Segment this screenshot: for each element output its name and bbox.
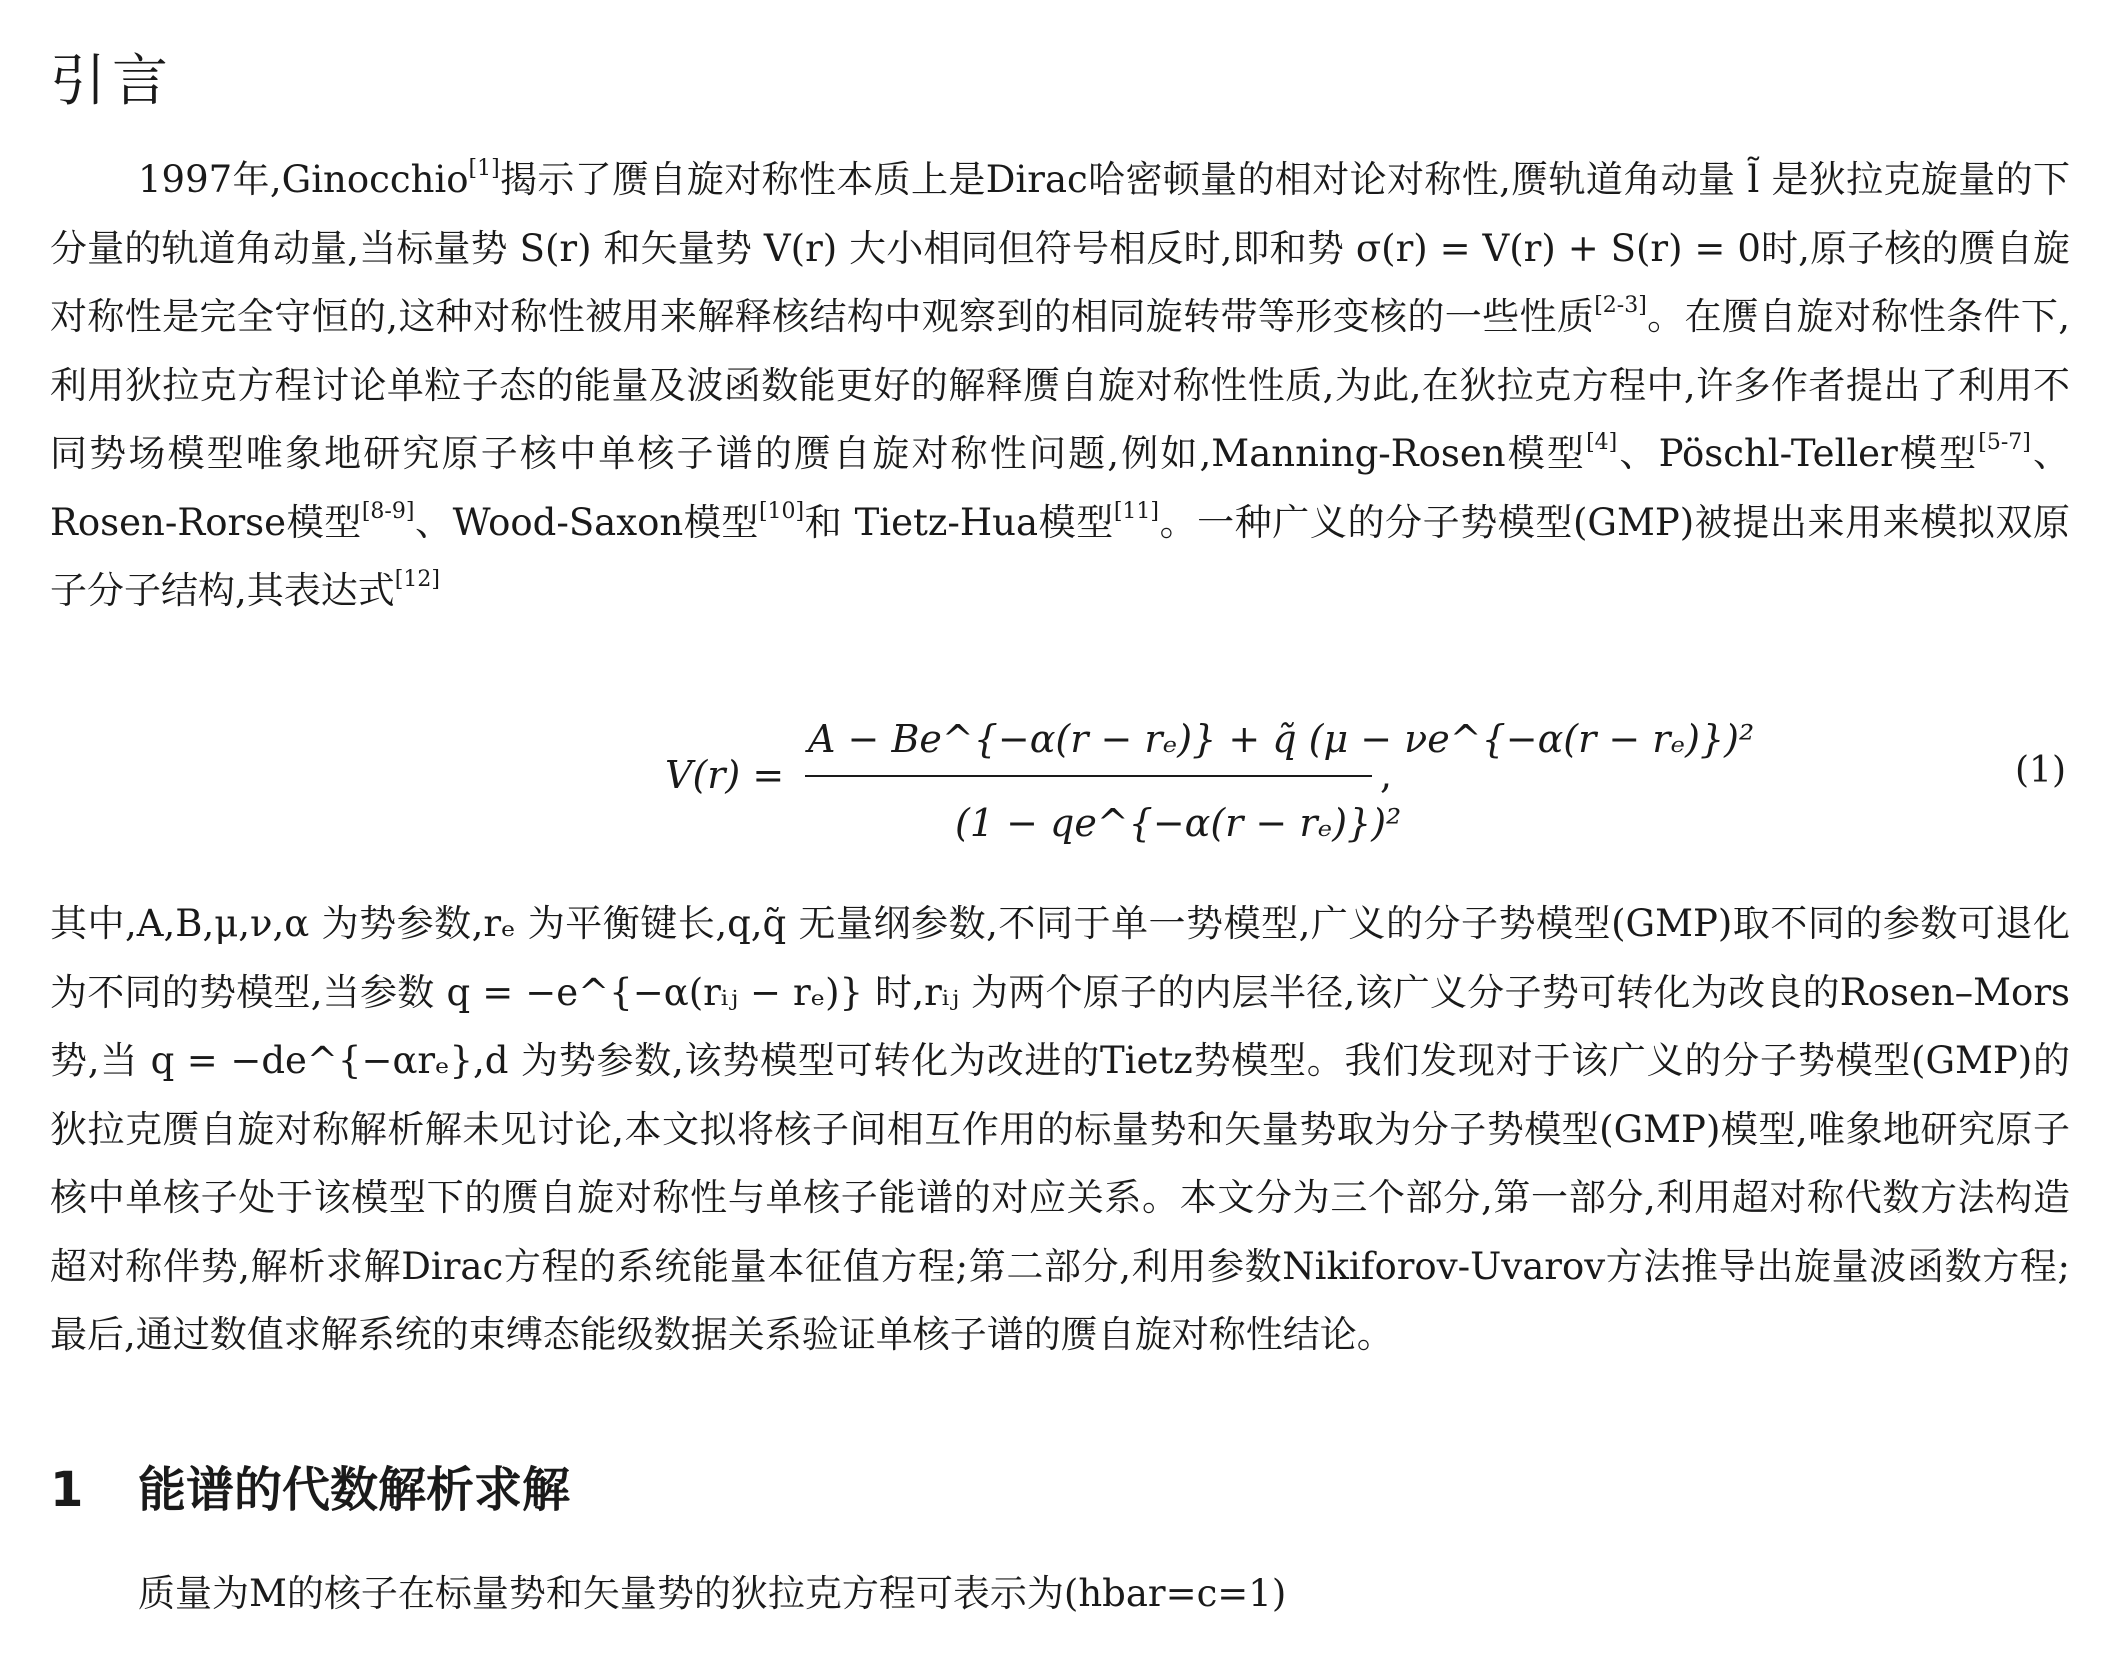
citation-ref[interactable]: [1] bbox=[468, 156, 500, 181]
equation-1 bbox=[0, 670, 2116, 890]
intro-text-8: 。一种广义的分子势模型(GMP)被提出来用来模拟双原子分子结构,其表达式 bbox=[50, 500, 2070, 612]
equation-denominator: (1 − qe^{−α(r − rₑ)})² bbox=[955, 801, 1402, 845]
intro-text-7: 和 Tietz-Hua模型 bbox=[804, 500, 1114, 544]
intro-text-3: 。在赝自旋对称性条件下,利用狄拉克方程讨论单粒子态的能量及波函数能更好的解释赝自旋对称性性质,为此,在狄拉克方程中,许多作者提出了利用不同势场模型唯象地研究原子核中单核子谱的赝自旋对称性问题,例如,Manning-Rosen模型 bbox=[50, 295, 2070, 475]
citation-ref[interactable]: [11] bbox=[1113, 498, 1159, 524]
section-heading bbox=[50, 1455, 570, 1525]
intro-text-2: 揭示了赝自旋对称性本质上是Dirac哈密顿量的相对论对称性,赝轨道角动量 l̃ 是狄拉克旋量的下分量的轨道角动量,当标量势 S(r) 和矢量势 V(r) 大小相同但符号相反时,即和势 σ(r) = V(r) + S(r) = 0时,原子核的赝自旋对称性是完全守恒的,这种对称性被用来解释核结构中观察到的相同旋转带等形变核的一些性质 bbox=[50, 158, 2070, 338]
intro-paragraph bbox=[50, 146, 2070, 626]
intro-heading: 引言 bbox=[50, 49, 174, 114]
intro-text-5: 、Rosen-Rorse模型 bbox=[50, 432, 2071, 544]
paragraph-2: 其中,A,B,μ,ν,α 为势参数,rₑ 为平衡键长,q,q̃ 无量纲参数,不同于单一势模型,广义的分子势模型(GMP)取不同的参数可退化为不同的势模型,当参数 q = −e^{−α(rᵢⱼ − rₑ)} 时,rᵢⱼ 为两个原子的内层半径,该广义分子势可转化为改良的Rosen–Mors势,当 q = −de^{−αrₑ},d 为势参数,该势模型可转化为改进的Tietz势模型。我们发现对于该广义的分子势模型(GMP)的狄拉克赝自旋对称解析解未见讨论,本文拟将核子间相互作用的标量势和矢量势取为分子势模型(GMP)模型,唯象地研究原子核中单核子处于该模型下的赝自旋对称性与单核子能谱的对应关系。本文分为三个部分,第一部分,利用超对称代数方法构造超对称伴势,解析求解Dirac方程的系统能量本征值方程;第二部分,利用参数Nikiforov-Uvarov方法推导出旋量波函数方程;最后,通过数值求解系统的束缚态能级数据关系验证单核子谱的赝自旋对称性结论。 bbox=[50, 902, 2070, 1356]
section-title: 能谱的代数解析求解 bbox=[138, 1462, 571, 1518]
section-number: 1 bbox=[50, 1462, 84, 1518]
intro-text-6: 、Wood-Saxon模型 bbox=[414, 500, 759, 544]
citation-ref[interactable]: [8-9] bbox=[361, 498, 415, 524]
equation-comma: , bbox=[1380, 753, 1393, 797]
intro-text-4: 、Pöschl-Teller模型 bbox=[1617, 432, 1979, 475]
citation-ref[interactable]: [12] bbox=[394, 567, 440, 592]
equation-1-formula bbox=[0, 670, 2116, 890]
citation-ref[interactable]: [4] bbox=[1586, 430, 1618, 455]
equation-numerator: A − Be^{−α(r − rₑ)} + q̃ (μ − νe^{−α(r − rₑ)})² bbox=[808, 717, 1755, 761]
citation-ref[interactable]: [10] bbox=[758, 498, 805, 524]
equation-number: (1) bbox=[2015, 750, 2066, 791]
intro-text-1: 1997年,Ginocchio bbox=[138, 158, 469, 201]
citation-ref[interactable]: [2-3] bbox=[1594, 293, 1647, 318]
equation-lhs: V(r) = bbox=[665, 753, 785, 797]
citation-ref[interactable]: [5-7] bbox=[1978, 430, 2031, 455]
section-first-line: 质量为M的核子在标量势和矢量势的狄拉克方程可表示为(hbar=c=1) bbox=[138, 1572, 1287, 1615]
